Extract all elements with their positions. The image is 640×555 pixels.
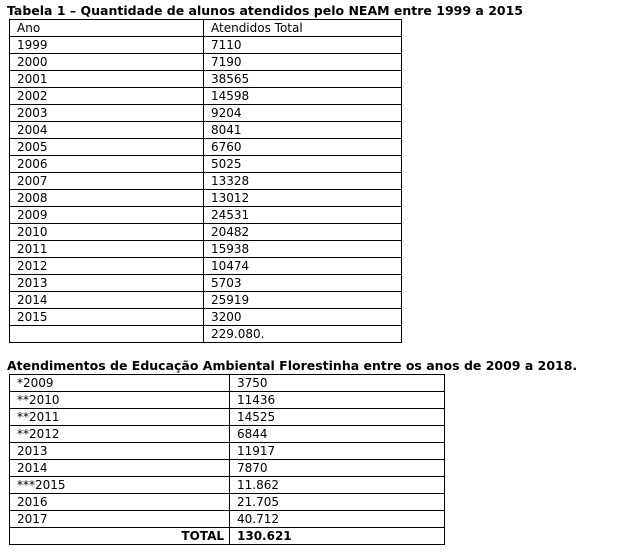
table-row <box>10 139 402 156</box>
table-row <box>10 309 402 326</box>
year-cell: 2000 <box>10 54 204 71</box>
year-cell: 2006 <box>10 156 204 173</box>
total-cell: 7110 <box>204 37 402 54</box>
year-cell: 2014 <box>10 460 230 477</box>
total-cell: 14598 <box>204 88 402 105</box>
total-cell: 15938 <box>204 241 402 258</box>
grand-total-cell: 229.080. <box>204 326 402 343</box>
table-row <box>10 275 402 292</box>
table-row <box>10 477 445 494</box>
table-row <box>10 173 402 190</box>
table-row <box>10 375 445 392</box>
total-value: 130.621 <box>230 528 445 545</box>
table-row <box>10 460 445 477</box>
total-cell: 3200 <box>204 309 402 326</box>
table-row <box>10 122 402 139</box>
table-row <box>10 156 402 173</box>
count-cell: 6844 <box>230 426 445 443</box>
count-cell: 11.862 <box>230 477 445 494</box>
year-cell: 2013 <box>10 443 230 460</box>
table-row <box>10 443 445 460</box>
table-row <box>10 207 402 224</box>
total-cell: 10474 <box>204 258 402 275</box>
total-cell: 13328 <box>204 173 402 190</box>
year-cell: 2012 <box>10 258 204 275</box>
year-cell: ***2015 <box>10 477 230 494</box>
year-cell: 2004 <box>10 122 204 139</box>
table-row <box>10 392 445 409</box>
total-cell: 20482 <box>204 224 402 241</box>
table-row <box>10 494 445 511</box>
total-cell: 9204 <box>204 105 402 122</box>
year-cell: 2003 <box>10 105 204 122</box>
year-cell: 2010 <box>10 224 204 241</box>
table-row <box>10 426 445 443</box>
year-cell: 1999 <box>10 37 204 54</box>
count-cell: 3750 <box>230 375 445 392</box>
table2-caption: Atendimentos de Educação Ambiental Florestinha entre os anos de 2009 a 2018. <box>7 358 578 373</box>
year-cell: 2017 <box>10 511 230 528</box>
total-cell: 38565 <box>204 71 402 88</box>
count-cell: 11917 <box>230 443 445 460</box>
total-cell: 6760 <box>204 139 402 156</box>
table-row <box>10 409 445 426</box>
table-header-row <box>10 20 402 37</box>
year-cell: 2008 <box>10 190 204 207</box>
table-row <box>10 190 402 207</box>
count-cell: 14525 <box>230 409 445 426</box>
table-row <box>10 37 402 54</box>
total-cell: 13012 <box>204 190 402 207</box>
year-cell: 2015 <box>10 309 204 326</box>
total-cell: 5025 <box>204 156 402 173</box>
total-cell: 25919 <box>204 292 402 309</box>
count-cell: 11436 <box>230 392 445 409</box>
table-row <box>10 224 402 241</box>
year-cell: 2002 <box>10 88 204 105</box>
table-total-row <box>10 528 445 545</box>
year-cell: 2005 <box>10 139 204 156</box>
year-cell: 2013 <box>10 275 204 292</box>
table-row <box>10 292 402 309</box>
count-cell: 21.705 <box>230 494 445 511</box>
florestinha-table <box>9 374 445 545</box>
year-cell: 2016 <box>10 494 230 511</box>
year-cell: **2010 <box>10 392 230 409</box>
table-row <box>10 71 402 88</box>
table-row <box>10 54 402 71</box>
table-row <box>10 105 402 122</box>
table-row <box>10 258 402 275</box>
table-row <box>10 241 402 258</box>
table-row <box>10 511 445 528</box>
year-cell <box>10 326 204 343</box>
table-total-row <box>10 326 402 343</box>
year-cell: **2012 <box>10 426 230 443</box>
total-cell: 24531 <box>204 207 402 224</box>
total-cell: 5703 <box>204 275 402 292</box>
table-row <box>10 88 402 105</box>
header-cell-year: Ano <box>10 20 204 37</box>
year-cell: 2009 <box>10 207 204 224</box>
table1-caption: Tabela 1 – Quantidade de alunos atendidos pelo NEAM entre 1999 a 2015 <box>7 3 523 18</box>
count-cell: 40.712 <box>230 511 445 528</box>
year-cell: 2011 <box>10 241 204 258</box>
total-label: TOTAL <box>10 528 230 545</box>
year-cell: *2009 <box>10 375 230 392</box>
year-cell: 2014 <box>10 292 204 309</box>
neam-students-table <box>9 19 402 343</box>
year-cell: 2007 <box>10 173 204 190</box>
total-cell: 7190 <box>204 54 402 71</box>
year-cell: **2011 <box>10 409 230 426</box>
year-cell: 2001 <box>10 71 204 88</box>
total-cell: 8041 <box>204 122 402 139</box>
header-cell-total: Atendidos Total <box>204 20 402 37</box>
count-cell: 7870 <box>230 460 445 477</box>
